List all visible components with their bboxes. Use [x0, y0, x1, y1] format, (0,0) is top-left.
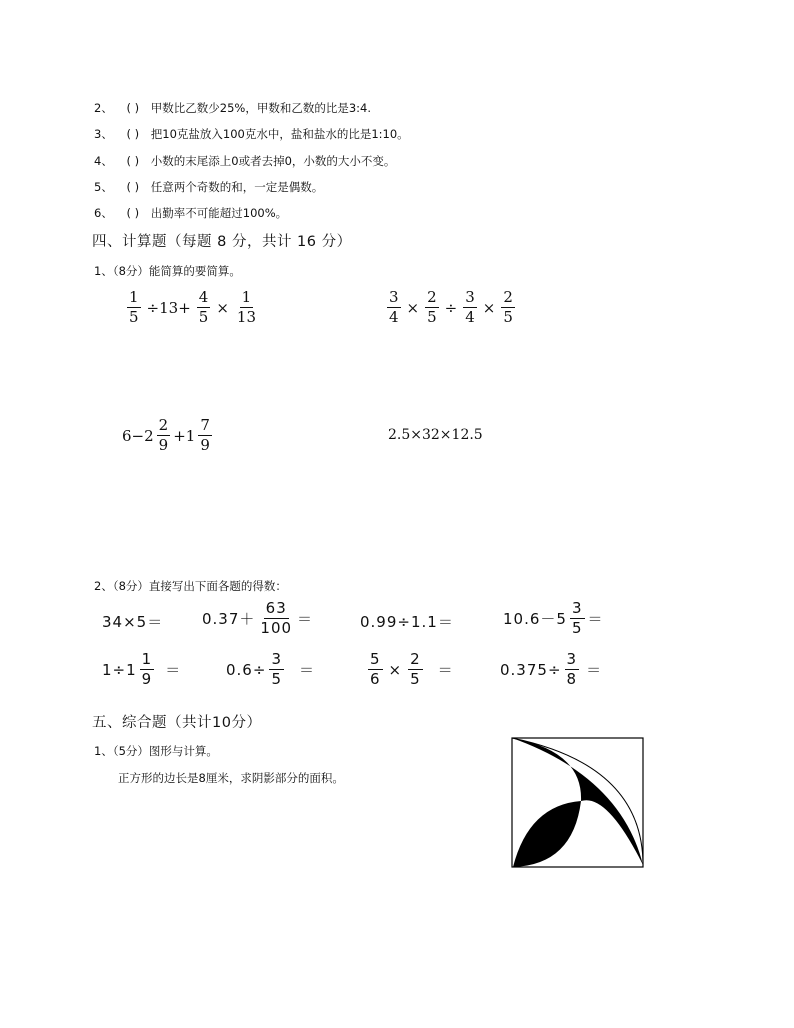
expression-2: $\frac{3}{4}$ × $\frac{2}{5}$ ÷ $\frac{3}{4}$ × $\frac{2}{5}$: [389, 288, 513, 326]
fraction: $\frac{2}{5}$: [410, 650, 421, 688]
fraction: $\frac{1}{5}$: [129, 288, 139, 326]
fraction: $\frac{7}{9}$: [200, 416, 210, 454]
tf-item-3: [94, 126, 409, 142]
item-number: 3、: [94, 127, 113, 141]
fraction: $\frac{3}{4}$: [465, 288, 475, 326]
answer-blank[interactable]: ( ): [126, 101, 140, 115]
fraction: $\frac{2}{5}$: [427, 288, 437, 326]
fraction: $\frac{3}{5}$: [571, 599, 583, 637]
fraction: $\frac{3}{8}$: [566, 650, 578, 688]
fraction: $\frac{3}{5}$: [271, 650, 282, 688]
calc-7: $\frac{5}{6}$ × $\frac{2}{5}$ ＝: [370, 650, 454, 688]
answer-blank[interactable]: ( ): [126, 154, 140, 168]
tf-item-4: [94, 153, 395, 169]
tf-item-6: [94, 205, 287, 221]
question-5-1: 1、（5分）图形与计算。: [94, 744, 218, 758]
section-4-title: 四、计算题（每题 8 分，共计 16 分）: [92, 234, 352, 250]
fraction: $\frac{2}{9}$: [158, 416, 169, 454]
item-text: 甲数比乙数少25%，甲数和乙数的比是3:4.: [150, 101, 372, 115]
answer-blank[interactable]: ( ): [126, 206, 140, 220]
question-4-1: 1、（8分）能简算的要简算。: [94, 264, 241, 278]
item-number: 5、: [94, 180, 113, 194]
item-text: 任意两个奇数的和，一定是偶数。: [150, 180, 324, 194]
square-shaded-figure: [511, 737, 645, 869]
fraction: $\frac{4}{5}$: [198, 288, 209, 326]
section-5-title: 五、综合题（共计10分）: [92, 715, 262, 731]
tf-item-2: [94, 100, 371, 116]
answer-blank[interactable]: ( ): [126, 127, 140, 141]
question-4-2: 2、（8分）直接写出下面各题的得数：: [94, 579, 287, 593]
calc-6: 0.6÷ $\frac{3}{5}$ ＝: [226, 650, 315, 688]
fraction: $\frac{63}{100}$: [260, 599, 293, 637]
item-number: 6、: [94, 206, 113, 220]
calc-3: 0.99÷1.1＝: [360, 613, 454, 631]
item-text: 把10克盐放入100克水中，盐和盐水的比是1:10。: [150, 127, 409, 141]
expression-1: $\frac{1}{5}$ ÷13+ $\frac{4}{5}$ × $\frac{1}{13}$: [129, 288, 256, 326]
calc-5: 1÷1 $\frac{1}{9}$ ＝: [102, 650, 182, 688]
calc-8: 0.375÷ $\frac{3}{8}$ ＝: [500, 650, 603, 688]
fraction: $\frac{1}{13}$: [236, 288, 256, 326]
item-number: 4、: [94, 154, 113, 168]
fraction: $\frac{5}{6}$: [370, 650, 381, 688]
fraction: $\frac{3}{4}$: [389, 288, 399, 326]
item-text: 小数的末尾添上0或者去掉0，小数的大小不变。: [150, 154, 396, 168]
expression-3: 6−2 $\frac{2}{9}$ +1 $\frac{7}{9}$: [122, 416, 210, 454]
item-text: 出勤率不可能超过100%。: [150, 206, 288, 220]
calc-2: 0.37＋ $\frac{63}{100}$ ＝: [202, 599, 314, 637]
expression-4: 2.5×32×12.5: [388, 427, 483, 443]
calc-4: 10.6－5 $\frac{3}{5}$ ＝: [503, 599, 604, 637]
item-number: 2、: [94, 101, 113, 115]
answer-blank[interactable]: ( ): [126, 180, 140, 194]
fraction: $\frac{1}{9}$: [141, 650, 153, 688]
fraction: $\frac{2}{5}$: [503, 288, 513, 326]
calc-1: 34×5＝: [102, 613, 164, 631]
tf-item-5: [94, 179, 323, 195]
question-5-1-description: 正方形的边长是8厘米，求阴影部分的面积。: [118, 771, 344, 785]
